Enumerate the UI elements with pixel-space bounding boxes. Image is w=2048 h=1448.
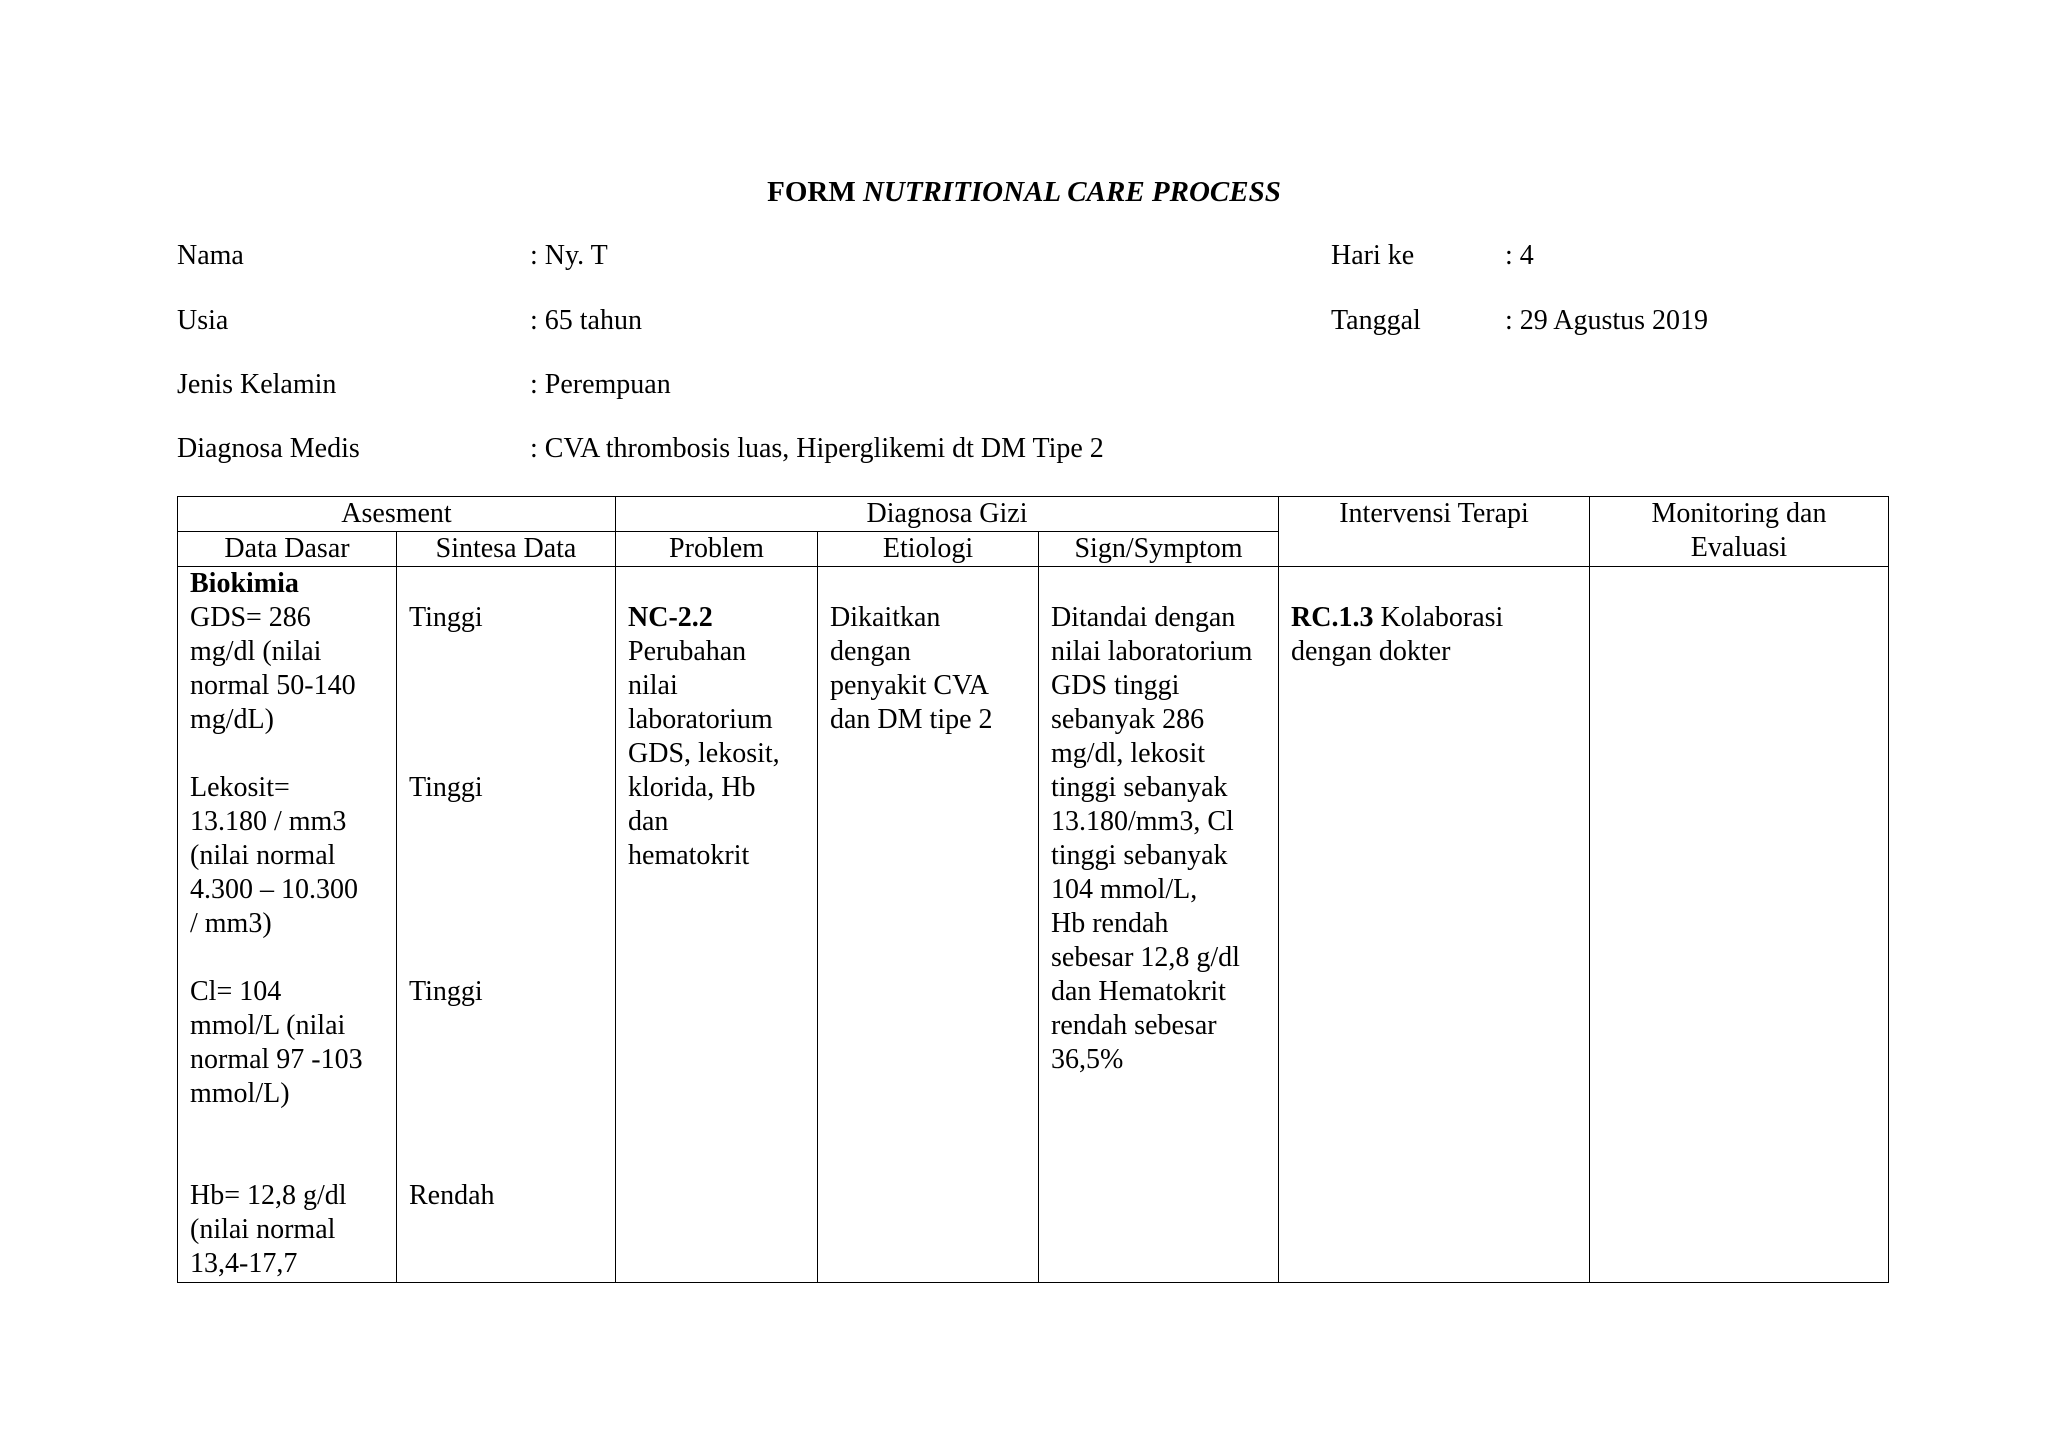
header-etiologi: Etiologi: [818, 532, 1039, 567]
page-title: [0, 176, 2048, 209]
title-bold: FORM: [767, 176, 856, 208]
cell-data-dasar: [178, 567, 397, 1283]
intervensi-code: RC.1.3: [1291, 602, 1374, 633]
title-italic: NUTRITIONAL CARE PROCESS: [862, 176, 1281, 208]
header-monitoring-evaluasi: Monitoring dan Evaluasi: [1590, 497, 1889, 567]
header-row-1: [178, 497, 1889, 532]
header-asesment: Asesment: [178, 497, 616, 532]
sign-symptom-text: Ditandai dengan nilai laboratorium GDS tinggi sebanyak 286 mg/dl, lekosit tinggi sebanyak 13.180/mm3, Cl tinggi sebanyak 104 mmol/L, Hb rendah sebesar 12,8 g/dl dan Hematokrit rendah sebesar 36,5%: [1051, 602, 1253, 1075]
usia-label: Usia: [177, 305, 229, 336]
nama-value: : Ny. T: [530, 240, 608, 271]
tanggal-value: : 29 Agustus 2019: [1505, 305, 1709, 336]
hari-ke-value: : 4: [1505, 240, 1534, 271]
cell-problem: [616, 567, 818, 1283]
intervensi-text: Kolaborasi dengan dokter: [1291, 602, 1504, 667]
problem-text: Perubahan nilai laboratorium GDS, lekosit, klorida, Hb dan hematokrit: [628, 636, 780, 871]
cell-sign-symptom: [1039, 567, 1279, 1283]
cell-intervensi: [1279, 567, 1590, 1283]
usia-value: : 65 tahun: [530, 305, 642, 336]
cell-monitoring: [1590, 567, 1889, 1283]
sintesa-data-text: Tinggi Tinggi Tinggi Rendah: [409, 602, 495, 1211]
ncp-table: [177, 496, 1889, 1283]
nama-label: Nama: [177, 240, 244, 271]
header-intervensi-terapi: Intervensi Terapi: [1279, 497, 1590, 567]
problem-code: NC-2.2: [628, 602, 713, 633]
diagnosa-medis-label: Diagnosa Medis: [177, 433, 360, 464]
cell-sintesa-data: [397, 567, 616, 1283]
etiologi-text: Dikaitkan dengan penyakit CVA dan DM tipe 2: [830, 602, 993, 735]
header-sintesa-data: Sintesa Data: [397, 532, 616, 567]
header-sign-symptom: Sign/Symptom: [1039, 532, 1279, 567]
data-dasar-text: GDS= 286 mg/dl (nilai normal 50-140 mg/dL) Lekosit= 13.180 / mm3 (nilai normal 4.300 – 10.300 / mm3) Cl= 104 mmol/L (nilai normal 97 -103 mmol/L) Hb= 12,8 g/dl (nilai normal 13,4-17,7: [190, 602, 363, 1279]
data-dasar-heading: Biokimia: [190, 568, 299, 599]
jenis-kelamin-value: : Perempuan: [530, 369, 671, 400]
hari-ke-label: Hari ke: [1331, 240, 1415, 271]
header-data-dasar: Data Dasar: [178, 532, 397, 567]
header-problem: Problem: [616, 532, 818, 567]
diagnosa-medis-value: : CVA thrombosis luas, Hiperglikemi dt DM Tipe 2: [530, 433, 1104, 464]
jenis-kelamin-label: Jenis Kelamin: [177, 369, 337, 400]
table-row: [178, 567, 1889, 1283]
cell-etiologi: [818, 567, 1039, 1283]
tanggal-label: Tanggal: [1331, 305, 1421, 336]
header-diagnosa-gizi: Diagnosa Gizi: [616, 497, 1279, 532]
